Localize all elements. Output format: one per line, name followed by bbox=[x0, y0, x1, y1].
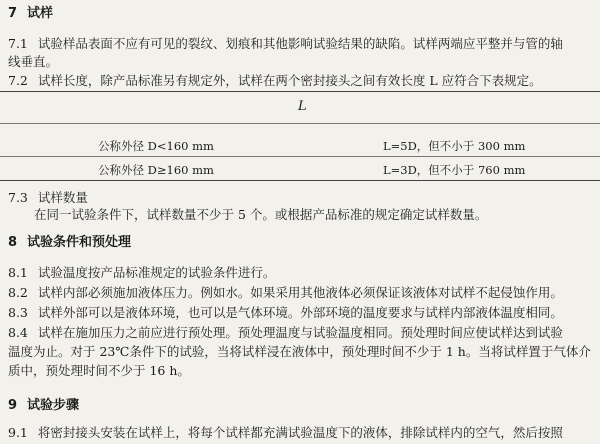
section-8-heading bbox=[8, 235, 131, 251]
section-number: 8 bbox=[8, 235, 18, 250]
clause-number: 7.3 bbox=[8, 190, 28, 205]
table-header-L: L bbox=[298, 99, 307, 114]
section-9-heading bbox=[8, 398, 79, 414]
table-row-rule bbox=[0, 156, 600, 157]
clause-number: 8.2 bbox=[8, 285, 28, 300]
paragraph-8-3: 8.3 试样外部可以是液体环境，也可以是气体环境。外部环境的温度要求与试样内部液体温度相同。 bbox=[8, 305, 563, 320]
section-title: 试验条件和预处理 bbox=[27, 235, 132, 250]
table-bottom-rule bbox=[0, 180, 600, 181]
paragraph-9-1: 9.1 将密封接头安装在试样上，将每个试样都充满试验温度下的液体，排除试样内的空气，然后按照 bbox=[8, 425, 563, 440]
section-number: 7 bbox=[8, 6, 18, 21]
section-7-heading bbox=[8, 6, 53, 22]
clause-number: 7.2 bbox=[8, 73, 28, 88]
table-header-rule bbox=[0, 123, 600, 124]
table-cell-condition-1: 公称外径 D<160 mm bbox=[98, 139, 214, 153]
table-cell-value-1: L=5D，但不小于 300 mm bbox=[383, 139, 526, 153]
clause-number: 9.1 bbox=[8, 425, 28, 440]
paragraph-7-3-text: 在同一试验条件下，试样数量不少于 5 个。或根据产品标准的规定确定试样数量。 bbox=[34, 207, 488, 222]
paragraph-7-2: 7.2 试样长度，除产品标准另有规定外，试样在两个密封接头之间有效长度 L 应符合下表规定。 bbox=[8, 73, 542, 88]
clause-number: 8.4 bbox=[8, 325, 28, 340]
paragraph-8-2: 8.2 试样内部必须施加液体压力。例如水。如果采用其他液体必须保证该液体对试样不起侵蚀作用。 bbox=[8, 285, 563, 300]
paragraph-8-1: 8.1 试验温度按产品标准规定的试验条件进行。 bbox=[8, 265, 276, 280]
paragraph-7-1-line-1: 7.1 试验样品表面不应有可见的裂纹、划痕和其他影响试验结果的缺陷。试样两端应平整并与管的轴 bbox=[8, 36, 563, 51]
section-title: 试样 bbox=[27, 6, 54, 21]
table-cell-value-2: L=3D，但不小于 760 mm bbox=[383, 163, 526, 177]
section-title: 试验步骤 bbox=[27, 398, 80, 413]
table-top-rule bbox=[0, 91, 600, 92]
paragraph-8-4-line-2: 温度为止。对于 23℃条件下的试验，当将试样浸在液体中，预处理时间不少于 1 h。当将试样置于气体介 bbox=[8, 344, 591, 359]
paragraph-8-4-line-1: 8.4 试样在施加压力之前应进行预处理。预处理温度与试验温度相同。预处理时间应使试样达到试验 bbox=[8, 325, 563, 340]
clause-title: 试样数量 bbox=[37, 190, 88, 205]
paragraph-8-4-line-3: 质中，预处理时间不少于 16 h。 bbox=[8, 363, 190, 378]
clause-number: 7.1 bbox=[8, 36, 28, 51]
clause-number: 8.1 bbox=[8, 265, 28, 280]
clause-number: 8.3 bbox=[8, 305, 28, 320]
paragraph-7-3-heading bbox=[8, 190, 88, 206]
table-cell-condition-2: 公称外径 D≥160 mm bbox=[98, 163, 214, 177]
paragraph-7-1-line-2: 线垂直。 bbox=[8, 54, 59, 69]
section-number: 9 bbox=[8, 398, 18, 413]
